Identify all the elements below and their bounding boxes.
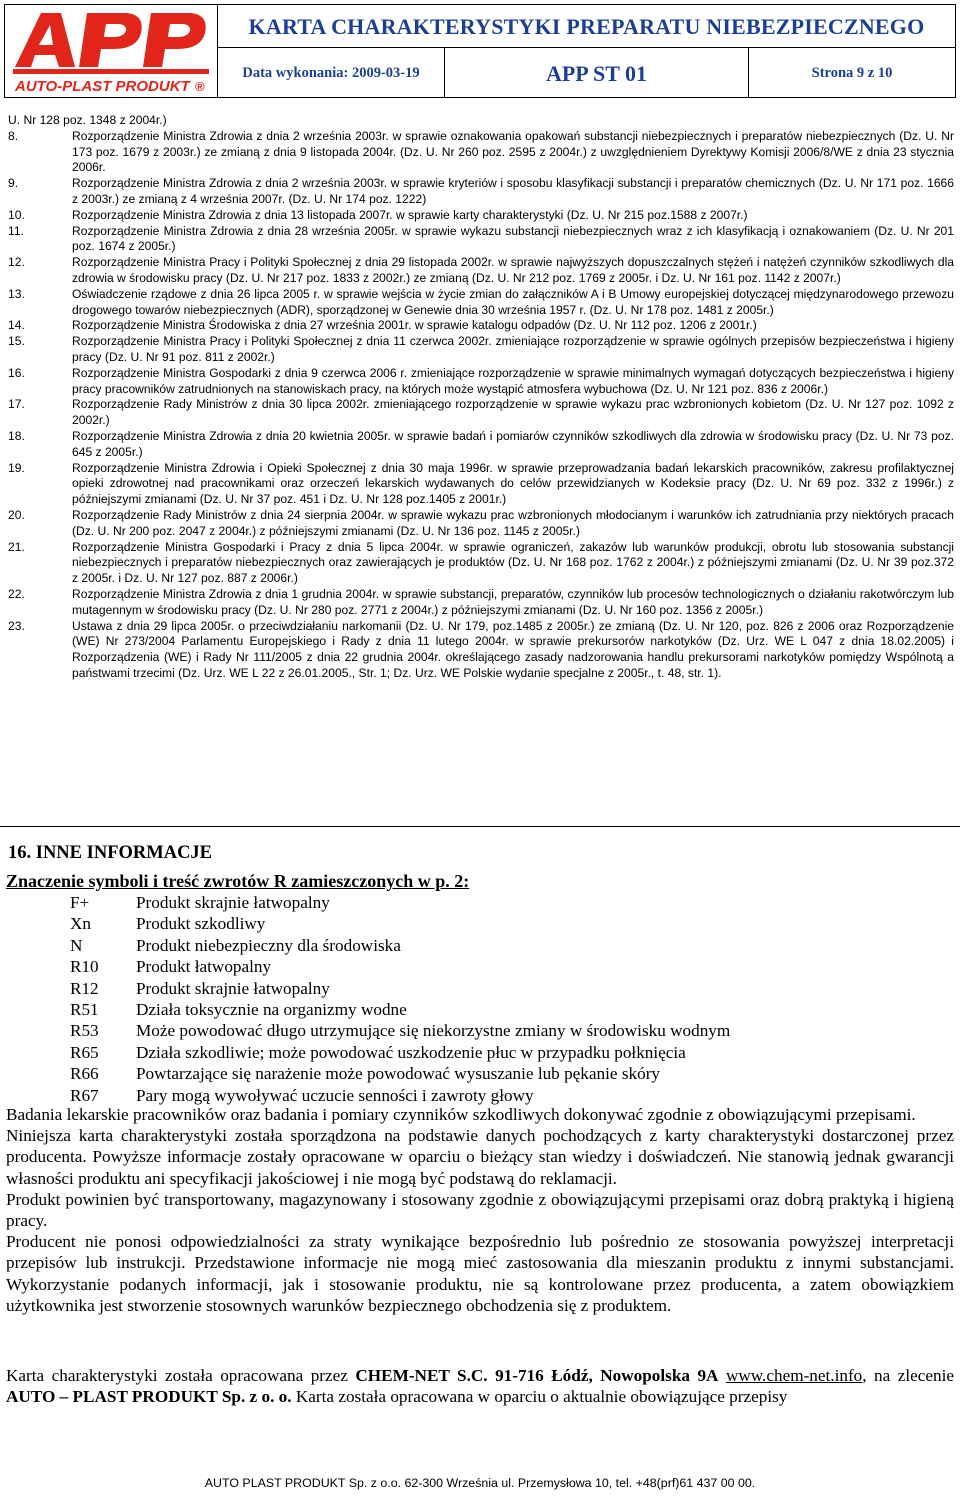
regulation-text: Rozporządzenie Ministra Zdrowia z dnia 1 grudnia 2004r. w sprawie substancji, preparatów, czynników lub procesów technologicznych o działaniu rakotwórczym lub mutagennym w środowisku pracy (Dz. U. Nr 280 poz. 2771 z 2004r.) z późniejszymi zmianami (Dz. U. Nr 160 poz. 1356 z 2005r.): [72, 586, 954, 617]
regulation-item: [8, 113, 954, 129]
symbol-code: R67: [70, 1085, 99, 1105]
regulation-text: Rozporządzenie Ministra Gospodarki i Pracy z dnia 5 lipca 2004r. w sprawie ograniczeń, zakazów lub warunków produkcji, obrotu lub stosowania substancji niebezpiecznych i preparatów niebezpiecznych oraz zawierających je produktów (Dz. U. Nr 168 poz. 1762 z 2004r.) z późniejszymi zmianami (Dz. U. Nr 39 poz.372 z 2005r. i Dz. U. Nr 127 poz. 887 z 2006r.): [72, 539, 954, 586]
regulation-text: Rozporządzenie Ministra Zdrowia z dnia 20 kwietnia 2005r. w sprawie badań i pomiarów czynników szkodliwych dla zdrowia w środowisku pracy (Dz. U. Nr 73 poz. 645 z 2005r.): [72, 428, 954, 459]
symbol-description: Pary mogą wywoływać uczucie senności i zawroty głowy: [136, 1085, 534, 1105]
regulation-item: [8, 461, 954, 508]
logo-subtext: AUTO-PLAST PRODUKT: [15, 78, 190, 95]
info-paragraph: Niniejsza karta charakterystyki została sporządzona na podstawie danych pochodzących z karty charakterystyki dostarczonej przez producenta. Powyższe informacje zostały opracowane w oparciu o bieżący stan wiedzy i doświadczeń. Nie stanowią jednak gwarancji własności produktu ani specyfikacji jakościowej i nie mogą być podstawą do reklamacji.: [6, 1126, 954, 1188]
page-number: Strona 9 z 10: [749, 48, 956, 98]
symbol-row: [70, 956, 730, 977]
symbol-row: [70, 935, 730, 956]
symbol-code: F+: [70, 893, 90, 912]
section-16-heading: [8, 841, 212, 865]
prepared-by-text: Karta charakterystyki została opracowana przez: [6, 1366, 356, 1385]
regulation-item: [8, 619, 954, 682]
regulations-list: [8, 113, 954, 682]
regulation-number: 18.: [8, 428, 25, 443]
regulation-text: Oświadczenie rządowe z dnia 26 lipca 2005 r. w sprawie wejścia w życie zmian do załączników A i B Umowy europejskiej dotyczącej międzynarodowego przewozu drogowego towarów niebezpiecznych (ADR), sporządzonej w Genewie dnia 30 września 1957 r. (Dz. U. Nr 178 poz. 1481 z 2005r.): [72, 286, 954, 317]
regulation-text: U. Nr 128 poz. 1348 z 2004r.): [8, 113, 167, 127]
issue-date: Data wykonania: 2009-03-19: [218, 48, 445, 98]
regulation-text: Rozporządzenie Ministra Gospodarki z dnia 9 czerwca 2006 r. zmieniające rozporządzenie w sprawie minimalnych wymagań dotyczących bezpieczeństwa i higieny pracy pracowników zatrudnionych na stanowiskach pracy, na których może wystąpić atmosfera wybuchowa (Dz. U. Nr 121 poz. 836 z 2006r.): [72, 365, 954, 396]
regulation-item: [8, 366, 954, 398]
symbol-code: N: [70, 935, 83, 955]
regulation-text: Rozporządzenie Ministra Zdrowia i Opieki Społecznej z dnia 30 maja 1996r. w sprawie przeprowadzania badań lekarskich pracowników, zakresu profilaktycznej opieki zdrowotnej nad pracownikami oraz orzeczeń lekarskich wydawanych do celów przewidzianych w Kodeksie pracy (Dz. U. Nr 69 poz. 332 z 1996r.) z późniejszymi zmianami (Dz. U. Nr 37 poz. 451 i Dz. U. Nr 128 poz.1405 z 2001r.): [72, 460, 954, 507]
document-title-cell: [218, 4, 956, 48]
symbol-row: [70, 999, 730, 1020]
section-16-title: 16. INNE INFORMACJE: [8, 843, 213, 863]
regulation-item: [8, 508, 954, 540]
symbol-code: R10: [70, 957, 99, 977]
symbols-title: Znaczenie symboli i treść zwrotów R zamieszczonych w p. 2:: [6, 871, 470, 891]
regulation-item: [8, 255, 954, 287]
regulation-item: [8, 318, 954, 334]
regulation-number: 20.: [8, 507, 25, 522]
symbol-code: R66: [70, 1064, 99, 1084]
symbol-row: [70, 978, 730, 999]
regulation-number: 8.: [8, 128, 19, 143]
symbol-description: Produkt szkodliwy: [136, 914, 266, 934]
regulation-text: Rozporządzenie Ministra Zdrowia z dnia 28 września 2005r. w sprawie wykazu substancji niebezpiecznych wraz z ich klasyfikacją i oznakowaniem (Dz. U. Nr 201 poz. 1674 z 2005r.): [72, 223, 954, 254]
regulation-item: [8, 334, 954, 366]
symbol-code: R65: [70, 1042, 99, 1062]
regulation-text: Rozporządzenie Ministra Pracy i Polityki Społecznej z dnia 11 czerwca 2002r. zmieniające rozporządzenie w sprawie ogólnych przepisów bezpieczeństwa i higieny pracy (Dz. U. Nr 91 poz. 811 z 2002r.): [72, 334, 954, 364]
symbol-row: [70, 1063, 730, 1084]
regulation-text: Rozporządzenie Ministra Zdrowia z dnia 2 września 2003r. w sprawie kryteriów i sposobu klasyfikacji substancji i preparatów chemicznych (Dz. U. Nr 171 poz. 1666 z 2003r.) ze zmianą z 4 września 2007r. (Dz. U. Nr 174 poz. 1222): [72, 176, 954, 206]
symbols-list: [70, 892, 730, 1106]
regulation-item: [8, 540, 954, 587]
symbol-code: R51: [70, 999, 99, 1019]
logo-registered-mark: ®: [195, 79, 205, 94]
regulation-number: 13.: [8, 286, 25, 301]
regulation-number: 21.: [8, 539, 25, 554]
symbol-description: Może powodować długo utrzymujące się niekorzystne zmiany w środowisku wodnym: [136, 1021, 731, 1041]
app-logo-icon: [5, 5, 217, 97]
symbol-description: Produkt niebezpieczny dla środowiska: [136, 935, 401, 955]
regulation-number: 10.: [8, 207, 25, 222]
prepared-by-basis: Karta została opracowana w oparciu o aktualnie obowiązujące przepisy: [291, 1387, 788, 1407]
info-paragraph: Producent nie ponosi odpowiedzialności za straty wynikające bezpośrednio lub pośrednio ze stosowania powyższej interpretacji przepisów lub instrukcji. Przedstawione informacje nie mogą mieć zastosowania dla mieszanin produktu z innymi substancjami. Wykorzystanie podanych informacji, jak i stosowanie produktu, nie są kontrolowane przez producenta, a zatem obowiązkiem użytkownika jest stworzenie stosownych warunków bezpiecznego obchodzenia się z produktem.: [6, 1232, 954, 1315]
prepared-by-space: [718, 1366, 725, 1385]
prepared-by-note: [6, 1365, 954, 1407]
preparer-website-link[interactable]: www.chem-net.info: [725, 1366, 863, 1385]
document-header: [4, 4, 956, 98]
regulation-text: Rozporządzenie Ministra Pracy i Polityki Społecznej z dnia 29 listopada 2002r. w sprawie najwyższych dopuszczalnych stężeń i natężeń czynników szkodliwych dla zdrowia w środowisku pracy (Dz. U. Nr 217 poz. 1833 z 2002r.) ze zmianą (Dz. U. Nr 212 poz. 1769 z 2005r. i Dz. U. Nr 161 poz. 1142 z 2007r.): [72, 255, 954, 285]
regulation-number: 19.: [8, 460, 25, 475]
symbol-description: Powtarzające się narażenie może powodować wysuszanie lub pękanie skóry: [136, 1064, 661, 1084]
regulation-number: 11.: [8, 223, 24, 238]
regulation-number: 22.: [8, 586, 25, 601]
document-footer: AUTO PLAST PRODUKT Sp. z o.o. 62-300 Września ul. Przemysłowa 10, tel. +48(prf)61 437 00 00.: [204, 1476, 756, 1490]
regulation-text: Rozporządzenie Ministra Zdrowia z dnia 13 listopada 2007r. w sprawie karty charakterystyki (Dz. U. Nr 215 poz.1588 z 2007r.): [72, 207, 748, 222]
section-divider: [0, 826, 960, 827]
symbol-row: [70, 1020, 730, 1041]
regulation-item: [8, 397, 954, 429]
symbol-code: Xn: [70, 914, 92, 934]
symbol-code: R53: [70, 1021, 99, 1041]
regulation-number: 15.: [8, 334, 25, 349]
information-paragraphs: [6, 1104, 954, 1316]
symbol-row: [70, 1085, 730, 1106]
symbol-description: Produkt łatwopalny: [136, 957, 272, 977]
symbol-description: Produkt skrajnie łatwopalny: [136, 893, 330, 912]
preparer-company: CHEM-NET S.C. 91-716 Łódź, Nowopolska 9A: [355, 1366, 719, 1385]
regulation-number: 9.: [8, 176, 19, 191]
regulation-item: [8, 287, 954, 319]
regulation-text: Rozporządzenie Rady Ministrów z dnia 30 lipca 2002r. zmieniającego rozporządzenie w sprawie wykazu prac wzbronionych kobietom (Dz. U. Nr 127 poz. 1092 z 2002r.): [72, 397, 954, 428]
regulation-number: 16.: [8, 365, 25, 380]
regulation-number: 14.: [8, 318, 25, 333]
regulation-item: [8, 429, 954, 461]
regulation-item: [8, 224, 954, 256]
regulation-item: [8, 208, 954, 224]
symbol-description: Działa toksycznie na organizmy wodne: [136, 999, 407, 1019]
regulation-text: Rozporządzenie Ministra Zdrowia z dnia 2 września 2003r. w sprawie oznakowania opakowań substancji niebezpiecznych i preparatów niebezpiecznych (Dz. U. Nr 173 poz. 1679 z 2003r.) ze zmianą z dnia 9 listopada 2004r. (Dz. U. Nr 260 poz. 2595 z 2004r.) z uwzględnieniem Dyrektywy Komisji 2006/8/WE z dnia 23 stycznia 2006r.: [72, 128, 954, 175]
regulation-item: [8, 176, 954, 208]
company-logo: [4, 4, 218, 98]
info-paragraph: Badania lekarskie pracowników oraz badania i pomiary czynników szkodliwych dokonywać zgodnie z obowiązującymi przepisami.: [6, 1105, 916, 1124]
symbol-code: R12: [70, 978, 99, 998]
regulation-text: Rozporządzenie Ministra Środowiska z dnia 27 września 2001r. w sprawie katalogu odpadów (Dz. U. Nr 112 poz. 1206 z 2001r.): [72, 318, 757, 333]
info-paragraph: Produkt powinien być transportowany, magazynowany i stosowany zgodnie z obowiązującymi przepisami oraz dobrą praktyką i higieną pracy.: [6, 1189, 954, 1231]
regulation-number: 17.: [8, 397, 25, 412]
symbol-description: Działa szkodliwie; może powodować uszkodzenie płuc w przypadku połknięcia: [136, 1042, 686, 1062]
symbol-row: [70, 1042, 730, 1063]
regulation-text: Ustawa z dnia 29 lipca 2005r. o przeciwdziałaniu narkomanii (Dz. U. Nr 179, poz.1485 z 2005r.) ze zmianą (Dz. U. Nr 120, poz. 826 z 2006 oraz Rozporządzenie (WE) Nr 273/2004 Parlamentu Europejskiego i Rady z dnia 11 lutego 2004r. w sprawie prekursorów narkotyków (Dz. Urz. WE L 047 z dnia 18.02.2005) i Rozporządzenia (WE) i Rady Nr 111/2005 z dnia 22 grudnia 2004r. określającego zasady nadzorowania handlu prekursorami narkotyków pomiędzy Wspólnotą a państwami trzecimi (Dz. Urz. WE L 22 z 26.01.2005., Str. 1; Dz. Urz. WE Polskie wydanie specjalne z 2005r., t. 48, str. 1).: [72, 618, 954, 680]
client-company: AUTO – PLAST PRODUKT Sp. z o. o.: [6, 1387, 292, 1407]
product-name: APP ST 01: [445, 48, 749, 98]
prepared-by-connector: , na zlecenie: [862, 1366, 955, 1385]
regulation-item: [8, 129, 954, 176]
regulation-number: 23.: [8, 618, 25, 633]
regulation-text: Rozporządzenie Rady Ministrów z dnia 24 sierpnia 2004r. w sprawie wykazu prac wzbronionych młodocianym i warunków ich zatrudniania przy niektórych pracach (Dz. U. Nr 200 poz. 2047 z 2004r.) z późniejszymi zmianami (Dz. U. Nr 136 poz. 1145 z 2005r.): [72, 507, 954, 538]
regulation-item: [8, 587, 954, 619]
symbol-row: [70, 892, 730, 913]
symbol-description: Produkt skrajnie łatwopalny: [136, 978, 330, 998]
symbol-row: [70, 913, 730, 934]
document-title: KARTA CHARAKTERYSTYKI PREPARATU NIEBEZPIECZNEGO: [248, 14, 925, 39]
regulation-number: 12.: [8, 255, 25, 270]
